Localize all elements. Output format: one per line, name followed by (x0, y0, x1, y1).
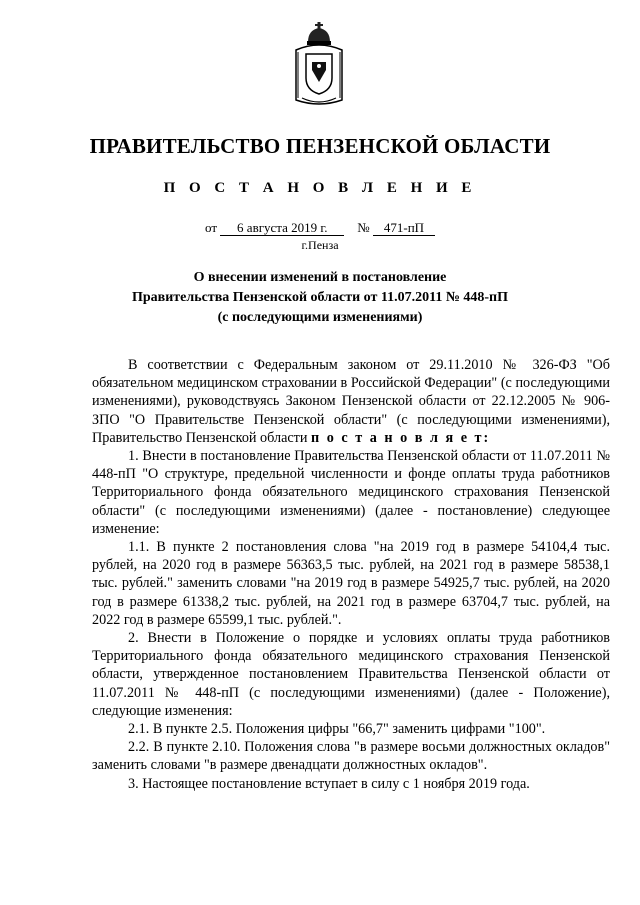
document-date: 6 августа 2019 г. (220, 221, 344, 236)
paragraph-3: 3. Настоящее постановление вступает в силу с 1 ноября 2019 года. (128, 775, 530, 792)
paragraph-2-2: 2.2. В пункте 2.10. Положения слова "в размере восьми должностных окладов" заменить словами "в размере двенадцати должностных окладов". (92, 739, 610, 774)
document-meta (0, 220, 640, 236)
coat-of-arms-icon (292, 20, 346, 108)
preamble-text: В соответствии с Федеральным законом от 29.11.2010 № 326-ФЗ "Об обязательном медицинском страховании в Российской Федерации" (с последующими изменениями), руководствуясь Законом Пензенской области от 22.12.2005 № 906-ЗПО "О Правительстве Пензенской области" (с последующими изменениями), Правительство Пензенской области (92, 357, 610, 446)
subject-line: (с последующими изменениями) (217, 310, 423, 325)
subject-line: Правительства Пензенской области от 11.07.2011 № 448-пП (131, 290, 509, 305)
paragraph-1-1: 1.1. В пункте 2 постановления слова "на 2019 год в размере 54104,4 тыс. рублей, на 2020 год в размере 56363,5 тыс. рублей, на 2021 год в размере 58538,1 тыс. рублей." заменить словами "на 2019 год в размере 54925,7 тыс. рублей, на 2020 год в размере 61338,2 тыс. рублей, на 2021 год в размере 63704,7 тыс. рублей, на 2022 год в размере 65599,1 тыс. рублей.". (92, 539, 610, 628)
document-body (92, 356, 610, 793)
government-title: ПРАВИТЕЛЬСТВО ПЕНЗЕНСКОЙ ОБЛАСТИ (89, 134, 551, 158)
number-label: № (357, 220, 370, 235)
paragraph-1: 1. Внести в постановление Правительства Пензенской области от 11.07.2011 № 448-пП "О структуре, предельной численности и фонде оплаты труда работников Территориального фонда обязательного медицинского страхования Пензенской области" (с последующими изменениями) (далее - постановление) следующее изменение: (92, 448, 610, 537)
paragraph-2: 2. Внести в Положение о порядке и условиях оплаты труда работников Территориального фонда обязательного медицинского страхования Пензенской области, утвержденное постановлением Правительства Пензенской области от 11.07.2011 № 448-пП (с последующими изменениями) (далее - Положение), следующие изменения: (92, 630, 610, 719)
from-label: от (205, 220, 218, 235)
document-number: 471-пП (373, 221, 435, 236)
subject-line: О внесении изменений в постановление (193, 270, 447, 285)
subject-heading (0, 268, 640, 328)
paragraph-2-1: 2.1. В пункте 2.5. Положения цифры "66,7" заменить цифрами "100". (128, 721, 546, 738)
city: г.Пенза (301, 238, 339, 252)
resolves-word: п о с т а н о в л я е т: (311, 429, 491, 446)
preamble-paragraph (92, 356, 610, 447)
document-type: П О С Т А Н О В Л Е Н И Е (163, 180, 477, 196)
